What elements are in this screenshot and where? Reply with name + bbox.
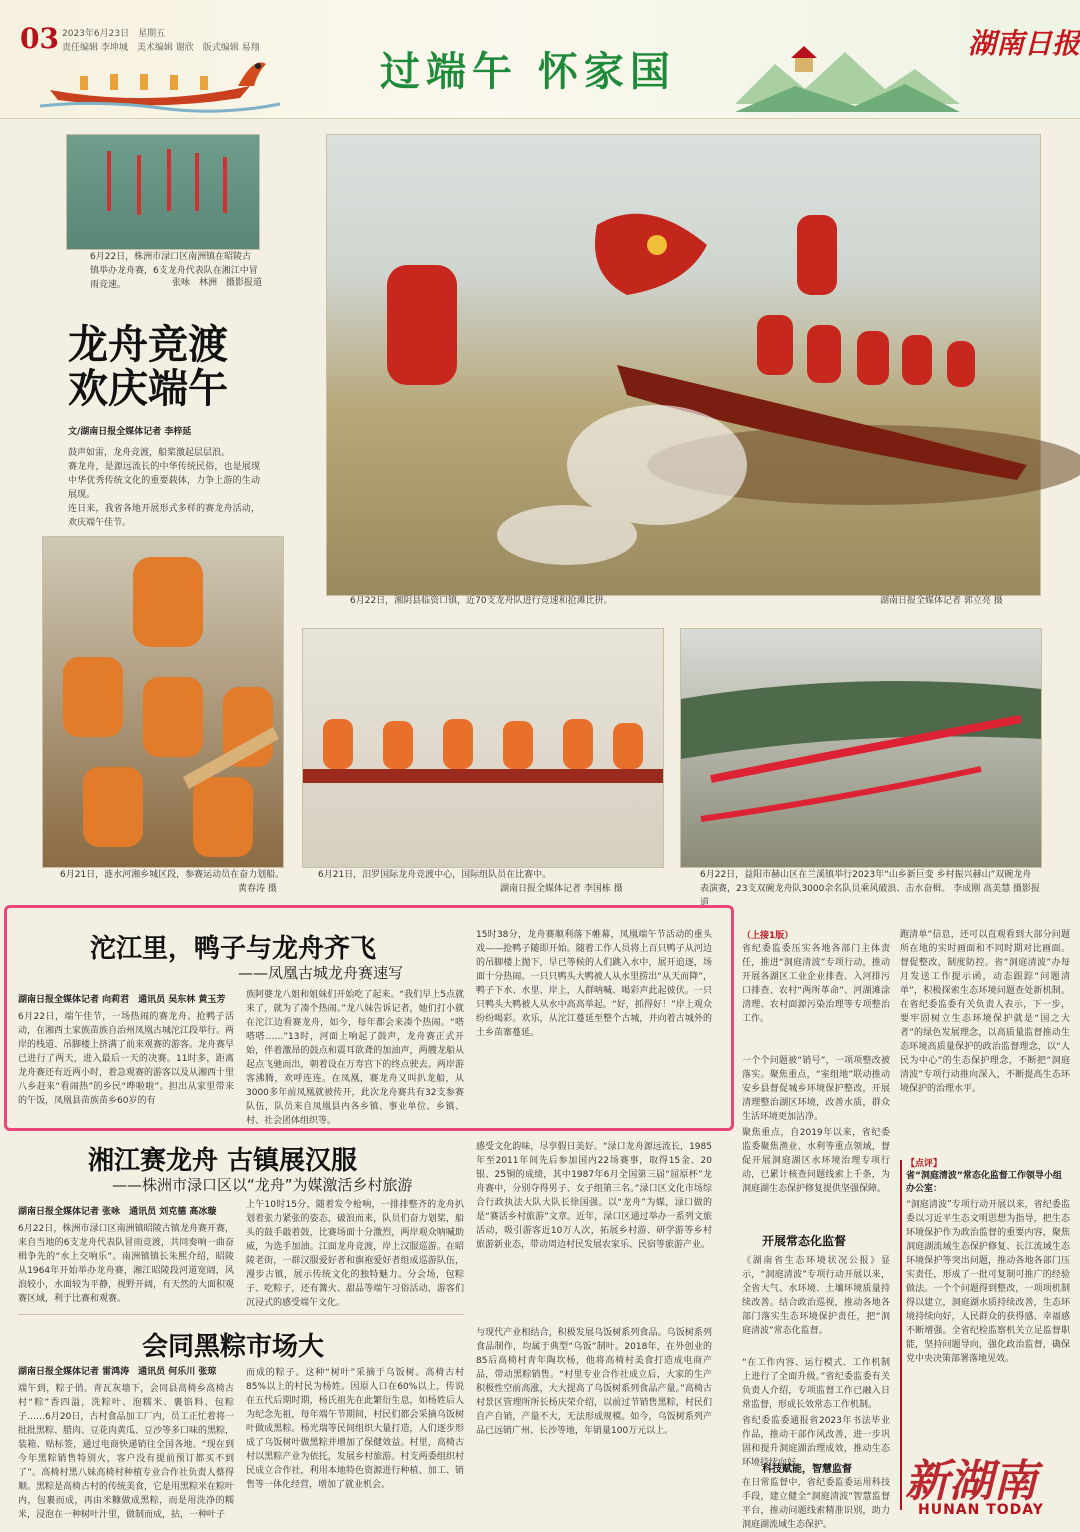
article3-byline: 湖南日报全媒体记者 雷鸿涛 通讯员 何乐川 张琼 — [18, 1367, 217, 1377]
lead-para-1: 鼓声如雷，龙舟竞渡，船桨激起层层浪。 — [68, 448, 231, 458]
article1-col3: 15时38分，龙舟赛顺利落下帷幕，凤凰端午节活动的重头戏——抢鸭子随即开始。随着工作人员将上百只鸭子从河边的吊脚楼上抛下，早已等候的人们跳入水中，展开追逐，场面十分热闹。一只只鸭头大鸭被人从水里捞出“从天而降”，鸭子下水、水里、岸上，人群呐喊、喝彩声此起彼伏。一只只鸭头大鸭被人从水中高高举起。“好，抓得好！”岸上观众纷纷喝彩。欢乐，从沱江蔓延至整个古城，并向着古城外的土乡苗寨蔓延。 — [476, 930, 712, 1038]
left-caption: 6月21日，涟水河湘乡城区段，参赛运动员在奋力划船。 — [60, 870, 285, 880]
page-number: 03 — [20, 22, 59, 55]
aerial-photo — [66, 134, 260, 250]
right-photo — [680, 628, 1042, 868]
lead-headline-line2: 欢庆端午 — [68, 365, 228, 412]
aerial-credit: 张咏 林洲 摄影报道 — [172, 278, 263, 288]
left-photo — [42, 536, 284, 868]
far-column: 跑清单”信息，还可以直观看到大部分问题所在地的实时画面和不同时期对比画面。督促整改，制度防控。省“洞庭清波”办每月发送工作提示函，动态跟踪“问题清单”，积极探索生态环境问题查处新机制。在省纪委监委有关负责人表示，下一步，要牢固树立生态环境保护就是“国之大者”的绿色发展理念，以高质量监督推动生态环境高质量保护的政治监督理念，以“人民为中心”的生态保护理念，不断把“洞庭清波”专项行动推向深入，不断提高生态环境保护的治理水平。 — [900, 930, 1070, 1094]
right-para-6: 省纪委监委通报省2023年书法毕业作品，推动干部作风改善，进一步巩固和提升洞庭湖治理成效，推动生态环境持续向好。 — [742, 1416, 890, 1468]
left-credit: 黄春涛 摄 — [238, 884, 277, 894]
continued-tag: （上接1版） — [742, 931, 794, 941]
article1-title: 沱江里，鸭子与龙舟齐飞 — [90, 934, 377, 964]
article3-title: 会同黑粽市场大 — [142, 1332, 325, 1362]
article2-subtitle: ——株洲市渌口区以“龙舟”为媒激活乡村旅游 — [112, 1176, 413, 1194]
article3-col2: 而成的粽子。这种“树叶”采摘于乌饭树。高椅古村85%以上的村民为杨姓。因原人口在60%以上，传说在五代后期时期，杨氏祖先在此繁衍生息，如杨姓后人为纪念先祖，每年端午节期间，村民们都会采摘乌饭树叶做成黑粽。杨光瑞等民间组织大量打造，人们逐步形成了乌饭树叶做黑粽并增加了保健效益。村里，高椅古村以黑粽产业为依托，发展乡村旅游。村支两委组织村民成立合作社，利用本地特色资源进行种植、加工、销售等一体化经营，增加了就业机会。 — [246, 1368, 464, 1490]
article2-col3: 感受文化韵味，尽享假日美好。“渌口龙舟源远流长，1985年至2011年间先后参加国内22场赛事，取得15金、20银、25铜的成绩，其中1987年6月全国第三届“屈原杯”龙舟赛中，分别夺得男子、女子组第三名。”渌口区文化市场综合行政执法大队大队长徐国强。以“龙舟”为媒，渌口做的是“赛活乡村旅游”文章。近年，渌口区通过举办一系列文旅活动，吸引游客近10万人次，拓展乡村游、研学游等乡村旅游新业态，带动周边村民发展农家乐、民宿等旅游产业。 — [476, 1142, 712, 1250]
comment-title: 省“洞庭清波”常态化监督工作领导小组办公室： — [906, 1171, 1062, 1194]
left-photo-graphic — [43, 537, 283, 867]
paper-name: 湖南日报 — [968, 27, 1080, 60]
article3-col3: 与现代产业相结合，积极发展乌饭树系列食品。乌饭树系列食品制作，均属于典型“乌饭”制叶。2018年，在外创业的85后高椅村青年陶坎杨，他将高椅村美食打造成电商产品，带动黑粽销售。“村里专业合作社成立后，大家的生产积极性空前高涨，大大提高了乌饭树系列食品产量。”高椅古村景区管理所所长杨庆荣介绍，以前过节销售黑粽，村民们自产自销，产量不大，无法形成规模。如今，乌饭树系列产品已远销广州、长沙等地，年销量100万元以上。 — [476, 1328, 712, 1436]
article2-col1: 6月22日，株洲市渌口区南洲镇昭陵古镇龙舟赛开赛，来自当地的6支龙舟代表队冒雨竞渡，共同奏响一曲奋楫争先的“水上交响乐”。南洲镇镇长朱熙介绍，昭陵从1964年开始举办龙舟赛，湘江昭陵段河道宽阔，风浪较小，水面较为平静，视野开阔，有天然的大面积观赛区域，利于比赛和观赛。 — [18, 1224, 235, 1304]
right-caption: 6月22日，益阳市赫山区在兰溪镇举行2023年“山乡新巨变 乡村振兴赫山”双碗龙舟表演赛，23支双碗龙舟队3000余名队员乘风破浪、击水奋楫。 李成刚 高美慧 摄影报道 — [700, 870, 1040, 908]
main-photo — [326, 134, 1041, 596]
watermark-logo: 新湖南 — [905, 1456, 1037, 1507]
lead-headline-line1: 龙舟竞渡 — [68, 321, 228, 368]
right-para-1: 省纪委监委压实各地各部门主体责任，推进“洞庭清波”专项行动，推动开展各湖区工业企业排查、入河排污口排查、农村“两所革命”、河湖滩涂清理、农村面源污染治理等专项整治工作。 — [742, 944, 890, 1024]
dragon-boat-illustration — [40, 46, 270, 112]
lead-body — [68, 446, 260, 526]
right-photo-graphic — [681, 629, 1041, 867]
section-heading-1: 开展常态化监督 — [762, 1234, 847, 1248]
article1-col2: 族阿婆龙八姐和姐妹们开始吃了起来。“我们早上5点就来了，就为了凑个热闹。”龙八妹告诉记者，她们打小就在沱江边看赛龙舟，如今，每年都会来凑个热闹。“嗒嗒嗒……”13时，河面上响起了鼓声，龙舟赛正式开始，伴着激昂的鼓点和震耳欲聋的加油声，两艘龙船从起点飞驰而出，朝着设在万寿宫下的终点驶去。两岸游客沸腾，欢呼连连。在凤凰，赛龙舟又叫扒龙船，从3000多年前凤凰就被传开，此次龙舟赛共有32支参赛队伍，队员来自凤凰县内各乡镇、事业单位、乡镇、村、社会团体组织等。 — [246, 990, 464, 1126]
section-heading-2: 科技赋能，智慧监督 — [762, 1464, 852, 1475]
lead-para-3: 连日来，我省各地开展形式多样的赛龙舟活动，欢庆端午佳节。 — [68, 504, 260, 528]
comment-body: “洞庭清波”专项行动开展以来，省纪委监委以习近平生态文明思想为指导，把生态环境保护作为政治监督的重要内容，聚焦洞庭湖流域生态保护修复、长江流域生态环境保护等突出问题，推动各地各部门压实责任，形成了一批可复制可推广的经验做法。一个个问题得到整改，一项项机制得以建立，洞庭湖水质持续改善，生态环境持续向好，人民群众的获得感、幸福感不断增强。全省纪检监察机关立足监督职能，坚持问题导向，强化政治监督，确保党中央决策部署落地见效。 — [906, 1200, 1070, 1364]
article2-byline: 湖南日报全媒体记者 张咏 通讯员 刘克德 高冰璇 — [18, 1207, 217, 1217]
article2-title: 湘江赛龙舟 古镇展汉服 — [88, 1146, 358, 1176]
main-photo-graphic — [327, 135, 1040, 595]
right-para-5: “在工作内容、运行模式、工作机制上进行了全面升级。”省纪委监委有关负责人介绍，专项监督工作已融入日常监督，形成长效常态工作机制。 — [742, 1358, 890, 1410]
right-para-3: 聚焦重点，自2019年以来，省纪委监委聚焦渔业、水利等重点领域，督促开展洞庭湖区水环境治理专项行动，已累计核查问题线索上千条，为洞庭湖生态保护修复提供坚强保障。 — [742, 1128, 890, 1194]
right-para-4: 《湖南省生态环境状况公报》显示，“洞庭清波”专项行动开展以来，全省大气、水环境、土壤环境质量持续改善。结合政治巡视，推动各地各部门落实生态环境保护责任，把“洞庭清波”常态化监督。 — [742, 1256, 890, 1336]
right-para-7: 在日常监督中，省纪委监委运用科技手段，建立健全“洞庭清波”智慧监督平台，推动问题线索精准识别，助力洞庭湖流域生态保护。 — [742, 1478, 890, 1530]
editors-line: 责任编辑 李坤城 美术编辑 谢欣 版式编辑 易翔 — [62, 43, 260, 53]
lead-byline: 文/湖南日报全媒体记者 李梓延 — [68, 427, 192, 437]
article2-col2: 上午10时15分，随着发令枪响，一排排整齐的龙舟扒划着张力紧张的姿态，破浪而来，队员们奋力划桨，船头的鼓手敲着鼓，比赛场面十分激烈，两岸观众呐喊助威，为选手加油。江面龙舟竞渡，岸上汉服巡游。在昭陵老街，一群汉服爱好者和旗袍爱好者组成巡游队伍，漫步古镇，展示传统文化的独特魅力。分会场，包粽子、吃粽子，还有篝火、甜品等端午习俗活动，游客们沉浸式的感受端午文化。 — [246, 1200, 464, 1308]
right-para-2: 一个个问题被“销号”，一项项整改被落实。聚焦重点，“室组地”联动推动安乡县督促城乡环境保护整改，开展清理整治湖区环境，改善水质，群众生活环境更加洁净。 — [742, 1056, 890, 1122]
slogan: 过端午 怀家国 — [380, 48, 676, 95]
aerial-boats-graphic — [67, 135, 259, 249]
right-credit: 李成刚 高美慧 摄影报道 — [700, 884, 1040, 908]
divider — [18, 1314, 464, 1315]
main-caption: 6月22日，湘阴县临资口镇，近70支龙舟队进行竞速和抢滩比拼。 — [350, 596, 613, 606]
mid-photo — [302, 628, 664, 868]
date-line: 2023年6月23日 星期五 — [62, 29, 166, 39]
mid-photo-graphic — [303, 629, 663, 867]
watermark-sub: HUNAN TODAY — [918, 1502, 1044, 1518]
article3-col1: 端午到，粽子俏。青瓦灰墙下，会同县高椅乡高椅古村“粽”香四溢，洗粽叶、泡糯米、裹馅料、包粽子……6月20日，古村食品加工厂内，员工正忙着将一批批黑粽、腊肉、豆花肉黄瓜、豆沙等多口味的黑粽，装箱、贴标签，通过电商快递销往全国各地。“现在到今年黑粽销售特别火，客户没有提前预订都买不到了”。高椅村黑八妹高椅村种植专业合作社负责人蔡得顺。黑粽是高椅古村的传统美食，它是用黑粽米在粽叶内，包裹而成，再由米糠做成黑粽，而是用洗净的糯米，浸泡在一种树叶汁里，做制而成，拈，一种叶子 — [18, 1384, 235, 1520]
article1-col1: 6月22日，端午佳节，一场热闹的赛龙舟、抢鸭子活动，在湘西土家族苗族自治州凤凰古城沱江段举行。两岸的栈道、吊脚楼上挤满了前来观赛的游客。龙舟赛早已进行了两天，进入最后一天的决赛。11时多，距离龙舟赛还有近两小时，着急观赛的游客以及从湘西十里八乡赶来“看闹热”的乡民“哗啦啦”。担出从家里带来的午饭，凤凰县苗族苗乡60岁的有 — [18, 1012, 235, 1106]
landscape-illustration — [735, 34, 960, 114]
mid-caption: 6月21日，汨罗国际龙舟竞渡中心，国际组队员在比赛中。 — [318, 870, 552, 880]
article1-subtitle: ——凤凰古城龙舟赛速写 — [238, 964, 404, 982]
comment-tag: 【点评】 — [906, 1159, 943, 1169]
mid-credit: 湖南日报全媒体记者 李国栋 摄 — [500, 884, 623, 894]
article1-byline: 湖南日报全媒体记者 向莉君 通讯员 吴东林 黄玉芳 — [18, 995, 226, 1005]
masthead — [0, 0, 1080, 119]
aerial-caption: 6月22日，株洲市渌口区南洲镇在昭陵古镇举办龙舟赛，6支龙舟代表队在湘江中冒雨竞速。 — [90, 252, 258, 290]
lead-para-2: 赛龙舟，是源远流长的中华传统民俗，也是展现中华优秀传统文化的重要载体，力争上游的生动展现。 — [68, 462, 260, 500]
main-credit: 湖南日报全媒体记者 郭立亮 摄 — [880, 596, 1003, 606]
